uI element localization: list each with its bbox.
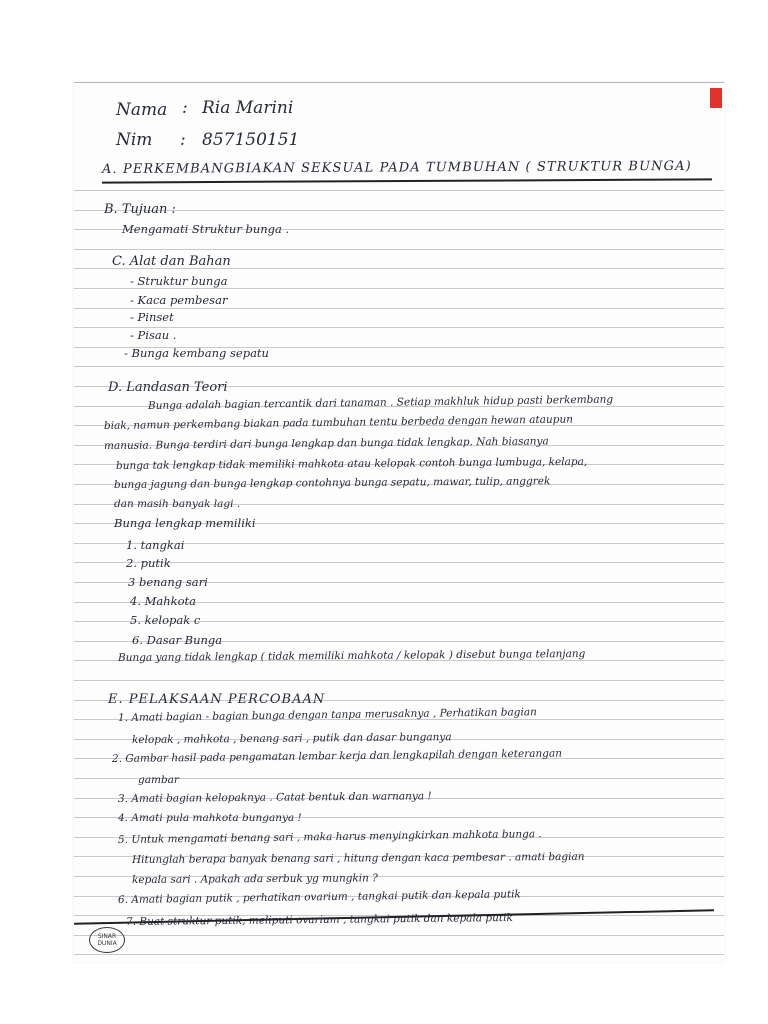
landasan-list-item: 6. Dasar Bunga xyxy=(132,633,223,647)
page-top-edge xyxy=(74,82,724,83)
pelaksanaan-line: 7. Buat struktur putik, meliputi ovarium , tangkai putik dan kepala putik xyxy=(125,911,513,928)
landasan-list-item: 3 benang sari xyxy=(128,575,208,589)
alat-item: - Pinset xyxy=(130,310,174,324)
ruled-line xyxy=(74,249,724,250)
landasan-paragraph-line: bunga tak lengkap tidak memiliki mahkota atau kelopak contoh bunga lumbuga, kelapa, xyxy=(115,455,588,472)
nim-separator: : xyxy=(180,130,186,150)
red-corner-tab xyxy=(710,88,722,108)
pelaksanaan-line: Hitunglah berapa banyak benang sari , hitung dengan kaca pembesar . amati bagian xyxy=(131,850,585,866)
pelaksanaan-line: 5. Untuk mengamati benang sari , maka harus menyingkirkan mahkota bunga . xyxy=(117,828,542,846)
sinar-dunia-logo xyxy=(89,927,125,953)
pelaksanaan-line: 1. Amati bagian - bagian bunga dengan tanpa merusaknya , Perhatikan bagian xyxy=(117,706,537,724)
landasan-list-item: 2. putik xyxy=(126,556,171,570)
nama-separator: : xyxy=(182,98,188,118)
pelaksanaan-line: gambar xyxy=(138,774,179,786)
pelaksanaan-line: kepala sari . Apakah ada serbuk yg mungkin ? xyxy=(131,872,378,886)
page-title: A. PERKEMBANGBIAKAN SEKSUAL PADA TUMBUHAN ( STRUKTUR BUNGA) xyxy=(101,158,692,177)
landasan-paragraph-line: bunga jagung dan bunga lengkap contohnya bunga sepatu, mawar, tulip, anggrek xyxy=(113,475,551,491)
landasan-list-item: 4. Mahkota xyxy=(130,594,197,608)
landasan-closing: Bunga yang tidak lengkap ( tidak memiliki mahkota / kelopak ) disebut bunga telanjang xyxy=(117,647,586,664)
pelaksanaan-line: 3. Amati bagian kelopaknya . Catat bentuk dan warnanya ! xyxy=(117,790,432,805)
landasan-heading: D. Landasan Teori xyxy=(108,380,228,395)
tujuan-heading: B. Tujuan : xyxy=(104,202,176,217)
ruled-line xyxy=(74,366,724,367)
title-underline xyxy=(102,178,712,183)
nim-label: Nim xyxy=(116,130,153,150)
ruled-line xyxy=(74,680,724,681)
ruled-line xyxy=(74,288,724,289)
alat-item: - Kaca pembesar xyxy=(130,293,228,307)
landasan-paragraph-line: dan masih banyak lagi . xyxy=(114,498,241,510)
landasan-paragraph-line: manusia. Bunga terdiri dari bunga lengkap dan bunga tidak lengkap. Nah biasanya xyxy=(103,435,549,452)
alat-item: - Struktur bunga xyxy=(130,274,228,288)
landasan-paragraph-line: Bunga adalah bagian tercantik dari tanaman . Setiap makhluk hidup pasti berkembang xyxy=(147,393,614,412)
notebook-page xyxy=(74,82,724,962)
logo-text-line-2: DUNIA xyxy=(97,940,117,947)
landasan-list-item: 5. kelopak c xyxy=(130,613,201,627)
nama-label: Nama xyxy=(116,100,168,120)
ruled-line xyxy=(74,190,724,191)
pelaksanaan-line: 6. Amati bagian putik , perhatikan ovarium , tangkai putik dan kepala putik xyxy=(117,888,521,906)
ruled-line xyxy=(74,935,724,936)
ruled-line xyxy=(74,308,724,309)
pelaksanaan-line: kelopak , mahkota , benang sari , putik dan dasar bunganya xyxy=(131,731,452,746)
landasan-list-item: 1. tangkai xyxy=(126,538,185,552)
alat-heading: C. Alat dan Bahan xyxy=(112,254,231,269)
pelaksanaan-line: 2. Gambar hasil pada pengamatan lembar kerja dan lengkapilah dengan keterangan xyxy=(111,747,563,765)
nim-value: 857150151 xyxy=(202,130,300,150)
pelaksanaan-heading: E. PELAKSAAN PERCOBAAN xyxy=(108,692,326,707)
landasan-list-intro: Bunga lengkap memiliki xyxy=(114,516,256,530)
logo-text-line-1: SINAR xyxy=(97,933,117,940)
alat-item: - Bunga kembang sepatu xyxy=(124,346,269,360)
alat-item: - Pisau . xyxy=(130,328,177,342)
landasan-paragraph-line: biak, namun perkembang biakan pada tumbuhan tentu berbeda dengan hewan ataupun xyxy=(103,413,574,432)
ruled-line xyxy=(74,954,724,955)
tujuan-text: Mengamati Struktur bunga . xyxy=(122,222,290,236)
ruled-line xyxy=(74,562,724,563)
nama-value: Ria Marini xyxy=(202,98,294,118)
pelaksanaan-line: 4. Amati pula mahkota bunganya ! xyxy=(118,812,302,824)
